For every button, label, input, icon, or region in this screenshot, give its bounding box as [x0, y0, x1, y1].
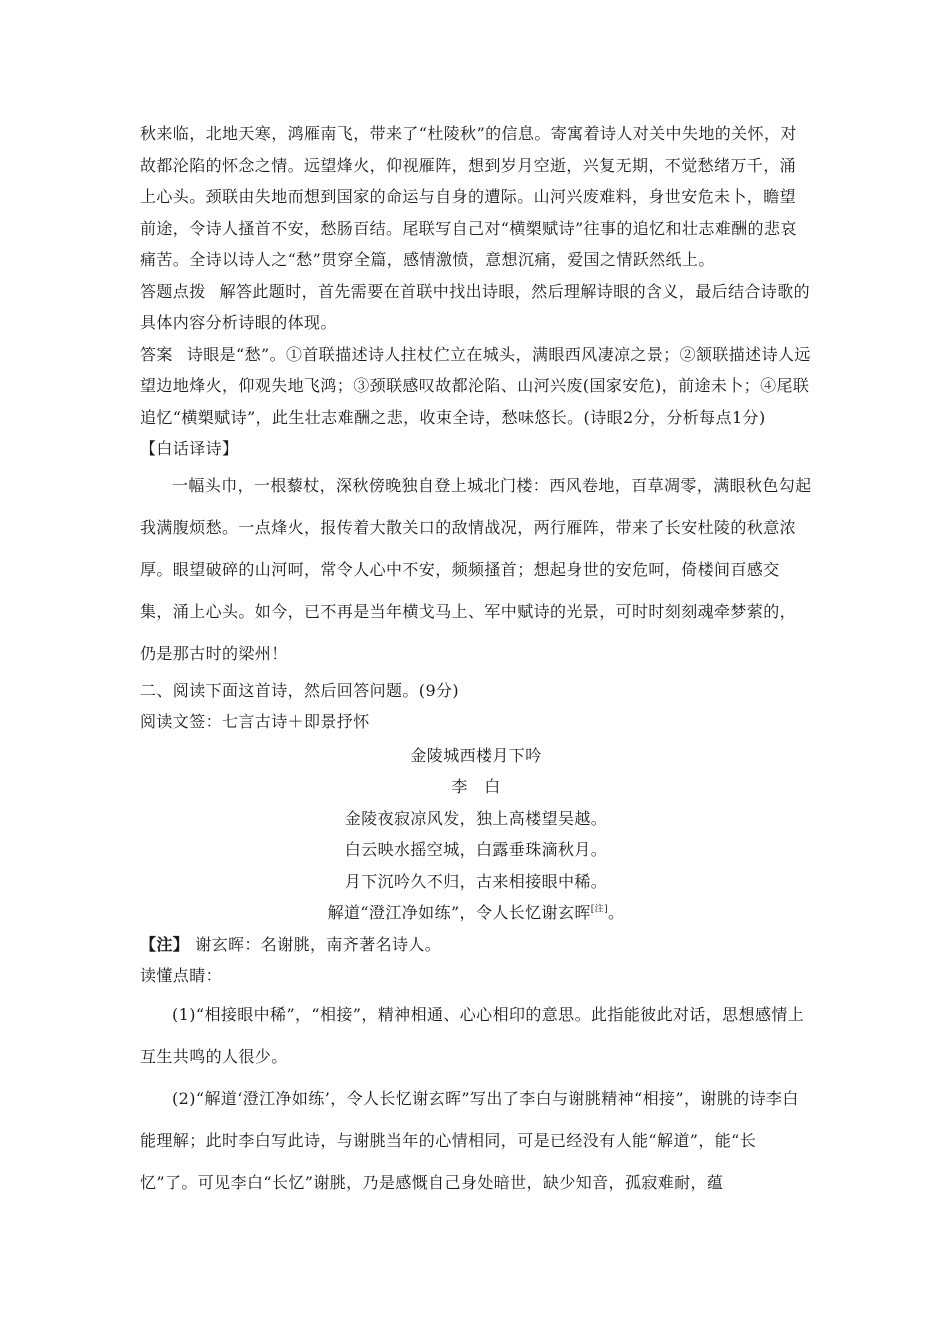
poem-line: 金陵夜寂凉风发，独上高楼望吴越。: [344, 808, 608, 828]
page-content: [140, 118, 812, 1204]
note-text: 谢玄晖：名谢朓，南齐著名诗人。: [195, 934, 442, 954]
reading-point-1: (1)“相接眼中稀”，“相接”，精神相通、心心相印的意思。此指能彼此对话，思想感情上互生共鸣的人很少。: [140, 1004, 805, 1066]
answer-label: 答案: [140, 344, 173, 364]
poem-author: 李 白: [451, 777, 501, 796]
tips-text: 解答此题时，首先需要在首联中找出诗眼，然后理解诗眼的含义，最后结合诗歌的具体内容分析诗眼的体现。: [140, 281, 811, 332]
answer-paragraph: [140, 339, 812, 434]
reading-point-2: (2)“解道‘澄江净如练’，令人长忆谢玄晖”写出了李白与谢朓精神“相接”，谢朓的诗李白能理解；此时李白写此诗，与谢朓当年的心情相同，可是已经没有人能“解道”，能“长忆”了。可见李白“长忆”谢朓，乃是感慨自己身处暗世，缺少知音，孤寂难耐，蕴: [140, 1088, 799, 1192]
note-paragraph: [140, 929, 812, 961]
answer-text: 诗眼是“愁”。①首联描述诗人拄杖伫立在城头，满眼西风凄凉之景；②颔联描述诗人远望边地烽火，仰观失地飞鸿；③颈联感叹故都沦陷、山河兴废(国家安危)，前途未卜；④尾联追忆“横槊赋诗”，此生壮志难酬之悲，收束全诗，愁味悠长。(诗眼2分，分析每点1分): [140, 344, 811, 427]
tips-label: 答题点拨: [140, 281, 206, 301]
poem-line-last: 解道“澄江净如练”，令人长忆谢玄晖[注]。: [327, 903, 625, 922]
analysis-paragraph: 秋来临，北地天寒，鸿雁南飞，带来了“杜陵秋”的信息。寄寓着诗人对关中失地的关怀，对故都沦陷的怀念之情。远望烽火，仰视雁阵，想到岁月空逝，兴复无期，不觉愁绪万千，涌上心头。颈联由失地而想到国家的命运与自身的遭际。山河兴废难料，身世安危未卜，瞻望前途，令诗人搔首不安，愁肠百结。尾联写自己对“横槊赋诗”往事的追忆和壮志难酬的悲哀痛苦。全诗以诗人之“愁”贯穿全篇，感情激愤，意想沉痛，爱国之情跃然纸上。: [140, 124, 797, 269]
note-mark: [注]: [590, 904, 608, 915]
translation-paragraph: 一幅头巾，一根藜杖，深秋傍晚独自登上城北门楼：西风卷地，百草凋零，满眼秋色勾起我满腹烦愁。一点烽火，报传着大散关口的敌情战况，两行雁阵，带来了长安杜陵的秋意浓厚。眼望破碎的山河呵，常令人心中不安，频频搔首；想起身世的安危呵，倚楼间百感交集，涌上心头。如今，已不再是当年横戈马上、军中赋诗的光景，可时时刻刻魂牵梦萦的，仍是那古时的梁州！: [140, 475, 812, 663]
section2-title: 二、阅读下面这首诗，然后回答问题。(9分): [140, 680, 460, 700]
translation-heading: 【白话译诗】: [140, 439, 239, 458]
section2-tag: 阅读文签：七言古诗＋即景抒怀: [140, 712, 370, 731]
poem-line: 月下沉吟久不归，古来相接眼中稀。: [344, 871, 608, 891]
poem-line: 白云映水摇空城，白露垂珠滴秋月。: [344, 840, 608, 859]
note-label: 【注】: [140, 934, 190, 954]
tips-paragraph: [140, 276, 812, 339]
reading-heading: 读懂点睛：: [140, 966, 223, 985]
poem-title: 金陵城西楼月下吟: [410, 745, 542, 765]
